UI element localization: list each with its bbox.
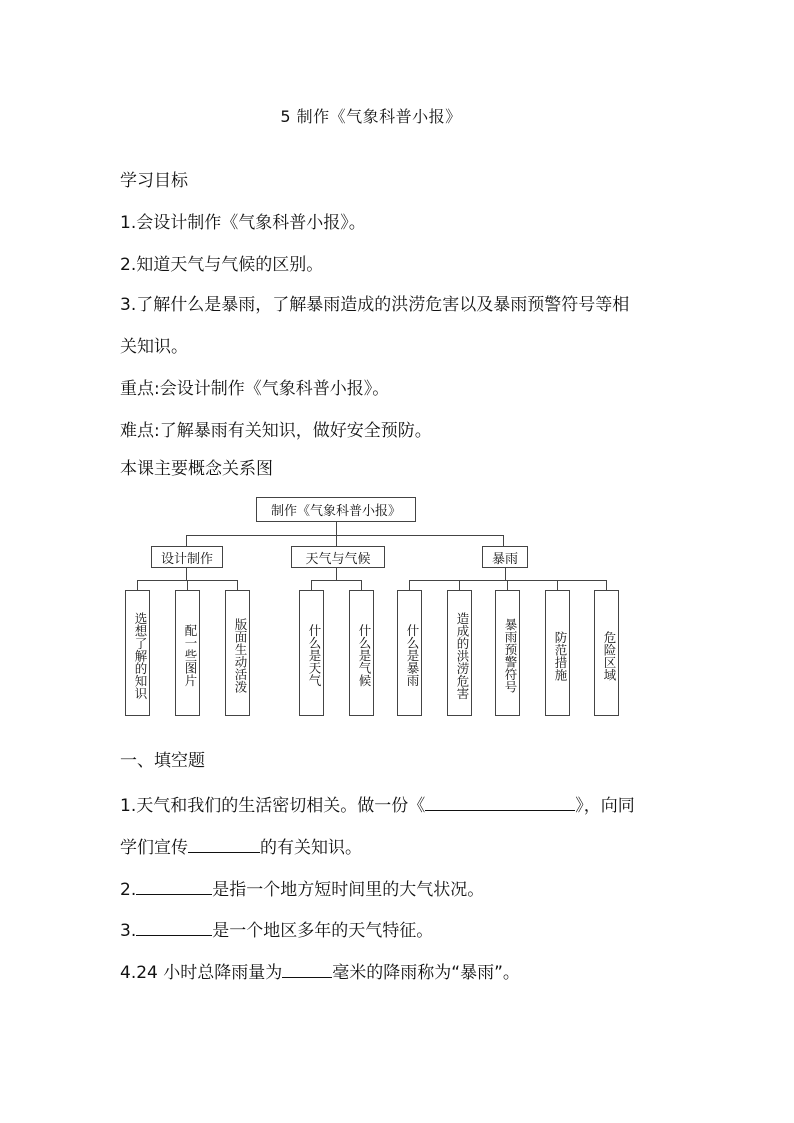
- question-4-text: 毫米的降雨称为“暴雨”。: [332, 963, 520, 983]
- connector: [186, 568, 187, 580]
- answer-blank[interactable]: [136, 919, 212, 936]
- answer-blank[interactable]: [425, 794, 575, 811]
- question-2-text: 是指一个地方短时间里的大气状况。: [212, 880, 485, 900]
- connector: [409, 580, 410, 590]
- objective-3-cont: 关知识。: [120, 337, 188, 357]
- connector: [336, 522, 337, 535]
- question-4-text: 4.24 小时总降雨量为: [120, 963, 283, 983]
- answer-blank[interactable]: [282, 961, 332, 978]
- connector: [606, 580, 607, 590]
- question-1-text: 1.天气和我们的生活密切相关。做一份《: [120, 796, 426, 816]
- answer-blank[interactable]: [136, 878, 212, 895]
- connector: [459, 580, 460, 590]
- concept-branch-design: 设计制作: [151, 546, 223, 568]
- question-4: [120, 961, 520, 984]
- connector: [311, 580, 361, 581]
- connector: [503, 535, 504, 546]
- connector: [336, 568, 337, 580]
- connector: [137, 580, 138, 590]
- objective-3: 3.了解什么是暴雨，了解暴雨造成的洪涝危害以及暴雨预警符号等相: [120, 295, 630, 315]
- connector: [505, 568, 506, 580]
- connector: [311, 580, 312, 590]
- connector: [557, 580, 558, 590]
- question-1-text: 学们宣传: [120, 838, 188, 858]
- concept-leaf: 什么是暴雨: [397, 590, 422, 716]
- connector: [187, 580, 188, 590]
- concept-leaf: 危险区域: [594, 590, 619, 716]
- connector: [507, 580, 508, 590]
- concept-leaf: 什么是气候: [349, 590, 374, 716]
- question-3-text: 3.: [120, 921, 137, 941]
- objective-1: 1.会设计制作《气象科普小报》。: [120, 213, 366, 233]
- connector: [186, 535, 503, 536]
- question-1-line-2: [120, 836, 362, 859]
- concept-leaf: 防范措施: [545, 590, 570, 716]
- concept-leaf: 配一些图片: [175, 590, 200, 716]
- connector: [336, 535, 337, 546]
- key-point: 重点:会设计制作《气象科普小报》。: [120, 379, 390, 399]
- concept-leaf: 暴雨预警符号: [495, 590, 520, 716]
- connector: [237, 580, 238, 590]
- concept-map-heading: 本课主要概念关系图: [120, 459, 273, 479]
- question-1-text: 》，向同: [575, 796, 635, 816]
- question-1-line-1: [120, 794, 635, 817]
- concept-branch-rainstorm: 暴雨: [482, 546, 528, 568]
- concept-leaf: 什么是天气: [299, 590, 324, 716]
- exercise-heading: 一、填空题: [120, 751, 205, 771]
- concept-leaf: 版面生动活泼: [225, 590, 250, 716]
- concept-leaf: 选想了解的知识: [125, 590, 150, 716]
- objective-2: 2.知道天气与气候的区别。: [120, 255, 324, 275]
- concept-branch-weather-climate: 天气与气候: [291, 546, 385, 568]
- page-title: 5 制作《气象科普小报》: [280, 107, 462, 126]
- answer-blank[interactable]: [188, 836, 260, 853]
- difficult-point: 难点:了解暴雨有关知识，做好安全预防。: [120, 421, 432, 441]
- question-3: [120, 919, 433, 942]
- question-2-text: 2.: [120, 880, 137, 900]
- question-1-text: 的有关知识。: [260, 838, 362, 858]
- connector: [361, 580, 362, 590]
- concept-root: 制作《气象科普小报》: [256, 497, 416, 522]
- question-2: [120, 878, 484, 901]
- concept-leaf: 造成的洪涝危害: [447, 590, 472, 716]
- objectives-heading: 学习目标: [120, 171, 188, 191]
- connector: [186, 535, 187, 546]
- question-3-text: 是一个地区多年的天气特征。: [212, 921, 434, 941]
